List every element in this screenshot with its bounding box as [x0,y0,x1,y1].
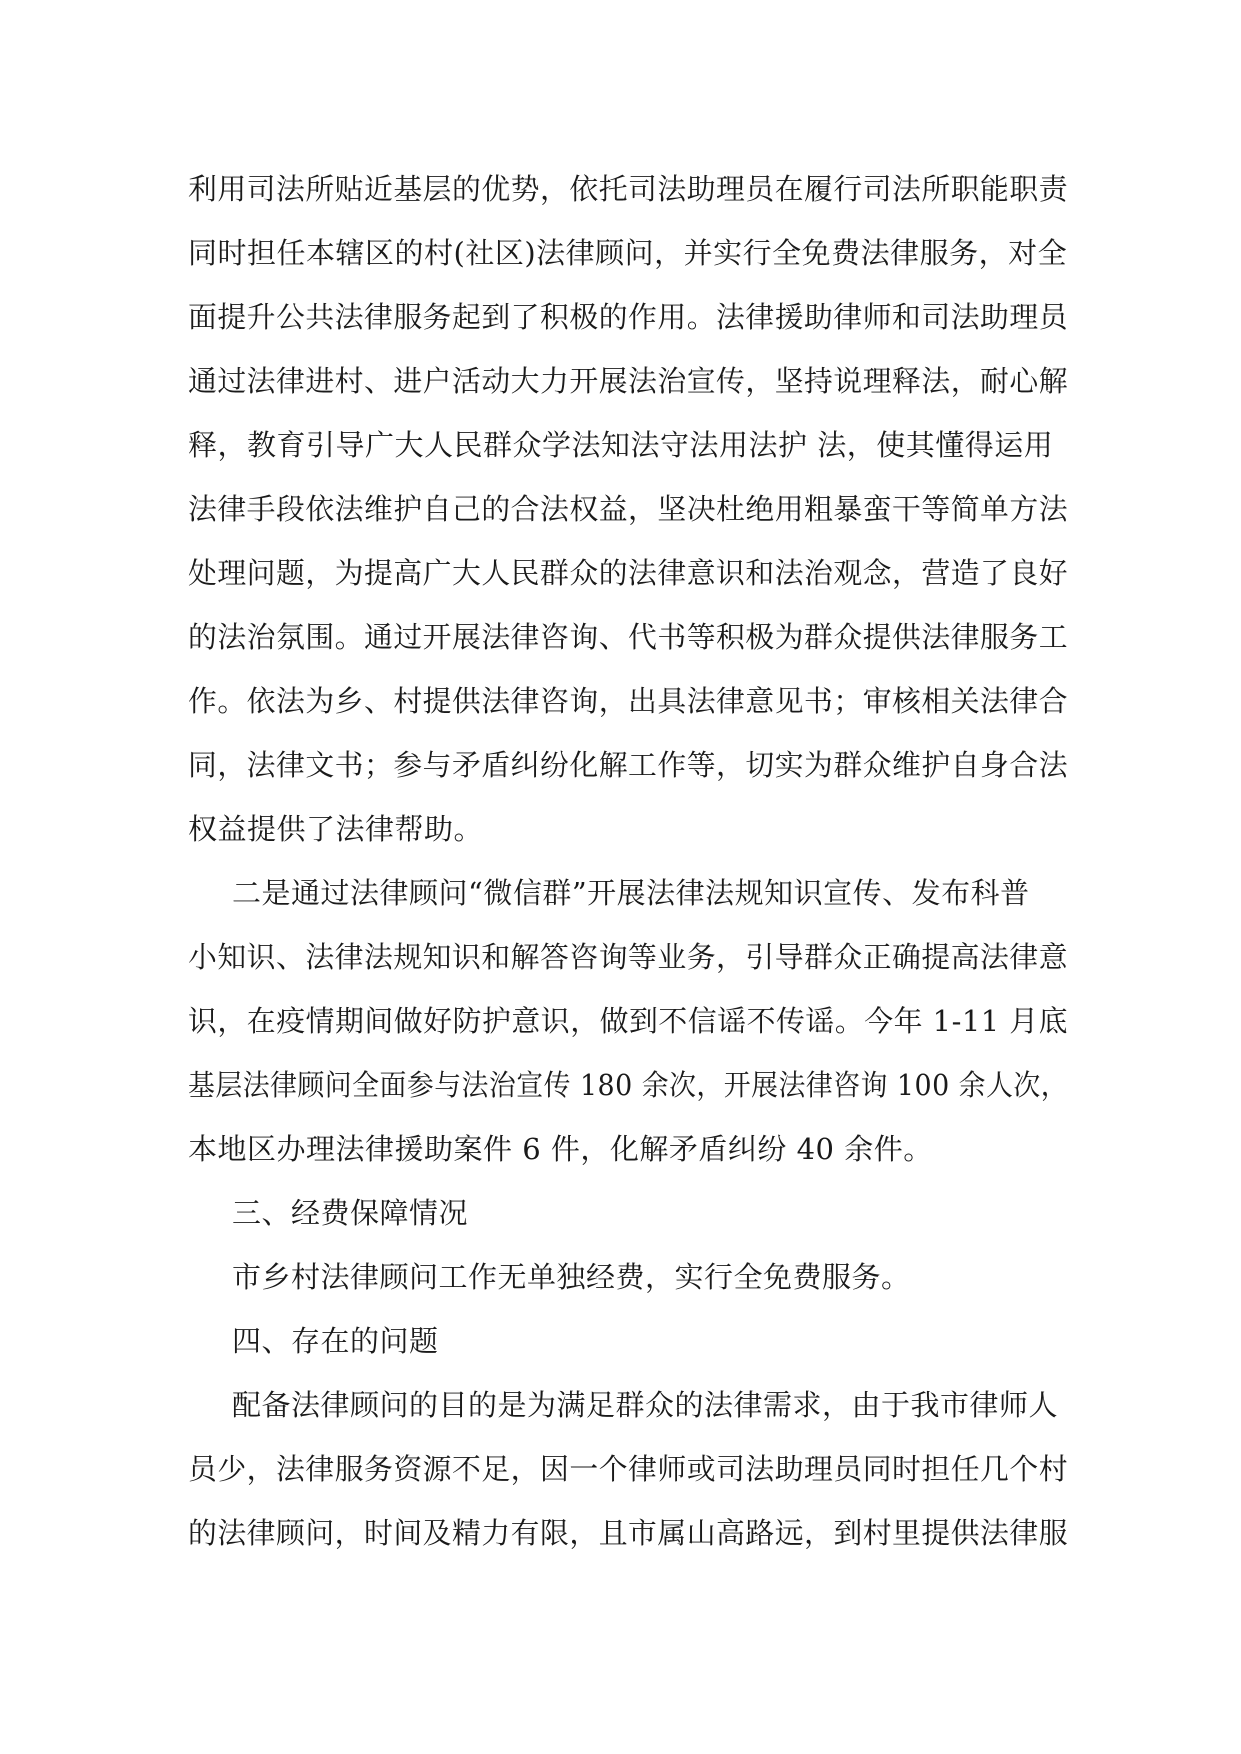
text-line: 识，在疫情期间做好防护意识，做到不信谣不传谣。今年 1-11 月底 [188,1004,1069,1038]
text-line: 处理问题，为提高广大人民群众的法律意识和法治观念，营造了良好 [188,556,1069,590]
text-line: 同时担任本辖区的村(社区)法律顾问，并实行全免费法律服务，对全 [188,236,1068,270]
text-line: 员少，法律服务资源不足，因一个律师或司法助理员同时担任几个村 [188,1452,1069,1486]
text-line: 法律手段依法维护自己的合法权益，坚决杜绝用粗暴蛮干等简单方法 [188,492,1069,526]
text-line: 四、存在的问题 [232,1324,439,1358]
text-line: 配备法律顾问的目的是为满足群众的法律需求，由于我市律师人 [232,1388,1059,1422]
text-line: 面提升公共法律服务起到了积极的作用。法律援助律师和司法助理员 [188,300,1069,334]
text-line: 权益提供了法律帮助。 [188,812,484,846]
text-line: 的法治氛围。通过开展法律咨询、代书等积极为群众提供法律服务工 [188,620,1069,654]
text-line: 作。依法为乡、村提供法律咨询，出具法律意见书；审核相关法律合 [188,684,1069,718]
text-line: 二是通过法律顾问“微信群”开展法律法规知识宣传、发布科普 [232,876,1030,910]
document-body [188,157,1068,1565]
text-line: 市乡村法律顾问工作无单独经费，实行全免费服务。 [232,1260,911,1294]
text-line: 释，教育引导广大人民群众学法知法守法用法护 法，使其懂得运用 [188,428,1054,462]
text-line: 利用司法所贴近基层的优势，依托司法助理员在履行司法所职能职责 [188,172,1069,206]
text-line: 通过法律进村、进户活动大力开展法治宣传，坚持说理释法，耐心解 [188,364,1069,398]
text-line: 同，法律文书；参与矛盾纠纷化解工作等，切实为群众维护自身合法 [188,748,1069,782]
text-line: 本地区办理法律援助案件 6 件，化解矛盾纠纷 40 余件。 [188,1132,933,1166]
text-line: 三、经费保障情况 [232,1196,469,1230]
text-line: 基层法律顾问全面参与法治宣传 180 余次，开展法律咨询 100 余人次， [188,1068,1069,1102]
text-line: 小知识、法律法规知识和解答咨询等业务，引导群众正确提高法律意 [188,940,1069,974]
text-line: 的法律顾问，时间及精力有限，且市属山高路远，到村里提供法律服 [188,1516,1069,1550]
